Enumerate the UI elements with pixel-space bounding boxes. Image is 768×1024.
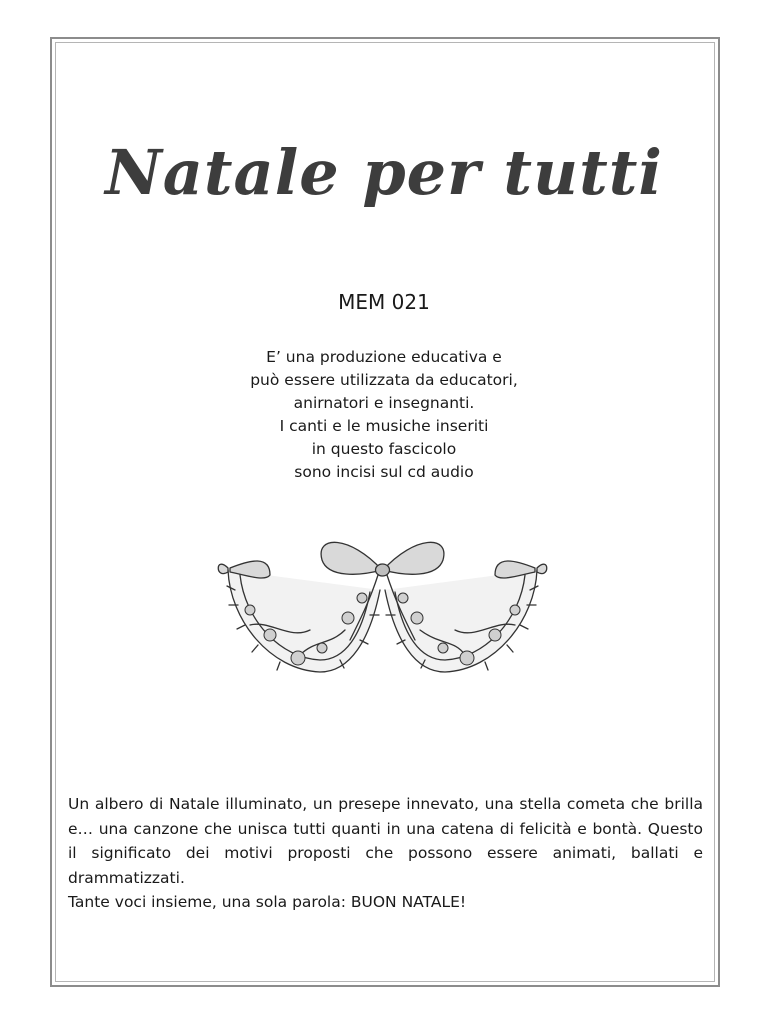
intro-line: anirnatori e insegnanti. <box>293 394 475 412</box>
description-paragraph: Un albero di Natale illuminato, un presepe innevato, una stella cometa che brilla e… una canzone che unisca tutti quanti in una catena di felicità e bontà. Questo il significato dei motivi proposti che possono essere animati, ballati e drammatizzati. <box>68 795 703 887</box>
right-bow <box>537 564 547 573</box>
intro-line: sono incisi sul cd audio <box>294 463 474 481</box>
catalog-code: MEM 021 <box>338 290 430 314</box>
center-bow <box>321 542 382 574</box>
intro-line: E’ una produzione educativa e <box>266 348 502 366</box>
christmas-garland-illustration <box>210 530 555 690</box>
closing-line: Tante voci insieme, una sola parola: BUON NATALE! <box>68 893 467 911</box>
description-text <box>68 792 703 915</box>
left-bow <box>218 564 228 573</box>
intro-line: può essere utilizzata da educatori, <box>250 371 518 389</box>
page-title: Natale per tutti <box>105 136 663 209</box>
intro-text <box>0 346 768 484</box>
intro-line: in questo fascicolo <box>311 440 457 458</box>
intro-line: I canti e le musiche inseriti <box>279 417 489 435</box>
